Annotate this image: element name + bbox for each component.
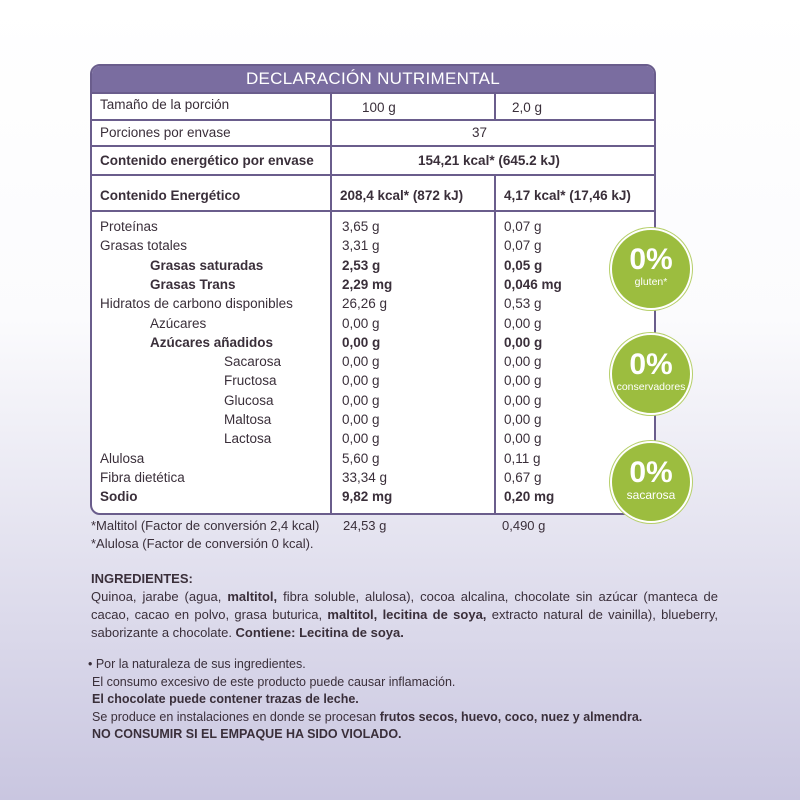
ingredient-bold: maltitol, lecitina de soya, — [327, 607, 487, 622]
divider — [494, 92, 496, 119]
nutrient-label: Azúcares añadidos — [150, 334, 274, 350]
divider — [494, 174, 496, 515]
divider — [330, 174, 332, 515]
nutrient-label: Maltosa — [224, 412, 272, 427]
nutrient-label: Fructosa — [224, 373, 277, 389]
nutrient-value-serving: 0,00 g — [504, 315, 542, 331]
badge-percent: 0% — [629, 456, 673, 489]
nutrient-value-serving: 0,07 g — [504, 219, 542, 234]
nutrient-value-serving: 0,00 g — [504, 412, 542, 427]
divider — [330, 92, 332, 119]
badge-sacarosa — [610, 441, 692, 523]
energy-label: Contenido Energético — [100, 188, 241, 203]
nutrient-label: Hidratos de carbono disponibles — [100, 296, 293, 312]
nutrient-value-100g: 5,60 g — [342, 450, 380, 466]
nutrient-value-serving: 0,00 g — [504, 354, 542, 370]
portion-label: Tamaño de la porción — [100, 97, 230, 112]
energy-package-value: 154,21 kcal* (645.2 kJ) — [418, 153, 560, 168]
nutrient-value-100g: 26,26 g — [342, 296, 388, 312]
nutrient-label: Grasas saturadas — [150, 257, 264, 273]
ingredients-heading: INGREDIENTES: — [91, 571, 193, 586]
nutrient-value-100g: 3,31 g — [342, 238, 380, 254]
nutrient-value-serving: 0,05 g — [504, 257, 543, 273]
note-text: Se produce en instalaciones en donde se procesan — [92, 709, 380, 724]
divider — [330, 119, 332, 174]
note-line: El consumo excesivo de este producto puede causar inflamación. — [92, 674, 456, 689]
portion-100g: 100 g — [362, 100, 396, 115]
divider — [92, 119, 654, 121]
nutrient-value-serving: 0,20 mg — [504, 489, 555, 505]
nutrient-value-100g: 0,00 g — [342, 392, 380, 408]
energy-serving: 4,17 kcal* (17,46 kJ) — [504, 188, 631, 203]
note-line: NO CONSUMIR SI EL EMPAQUE HA SIDO VIOLADO. — [92, 727, 402, 741]
servings-value: 37 — [472, 125, 488, 140]
nutrient-value-serving: 0,00 g — [504, 373, 542, 389]
note-line — [88, 709, 642, 727]
note-text-bold: frutos secos, huevo, coco, nuez y almendra. — [379, 709, 643, 724]
warnings — [88, 656, 642, 744]
nutrient-label: Proteínas — [100, 219, 158, 234]
ingredients-text — [91, 588, 718, 642]
ingredient-bold: Contiene: Lecitina de soya. — [235, 625, 404, 640]
servings-label: Porciones por envase — [100, 125, 231, 140]
badge-percent: 0% — [629, 348, 673, 381]
divider — [92, 210, 654, 212]
nutrient-label: Lactosa — [224, 431, 272, 447]
table-title: DECLARACIÓN NUTRIMENTAL — [92, 66, 654, 92]
nutrient-label: Grasas Trans — [150, 276, 236, 292]
nutrient-value-100g: 0,00 g — [342, 373, 380, 389]
ingredient-text: extracto natural de vainilla), blueberry, saborizante a chocolate. — [91, 607, 718, 640]
nutrient-label: Alulosa — [100, 450, 145, 466]
badge-label: sacarosa — [626, 488, 676, 502]
divider — [92, 145, 654, 147]
footnote-maltitol-serving: 0,490 g — [502, 518, 546, 533]
nutrient-value-serving: 0,07 g — [504, 238, 542, 254]
nutrient-label: Sacarosa — [224, 354, 282, 370]
note-line: • Por la naturaleza de sus ingredientes. — [88, 657, 306, 671]
note-line: El chocolate puede contener trazas de leche. — [92, 692, 359, 706]
nutrient-label: Sodio — [100, 489, 138, 505]
nutrient-value-100g: 2,53 g — [342, 257, 381, 273]
portion-serving: 2,0 g — [512, 100, 543, 115]
nutrient-value-serving: 0,67 g — [504, 469, 542, 485]
nutrition-table — [90, 64, 656, 515]
nutrient-value-serving: 0,00 g — [504, 392, 542, 408]
badge-conservadores — [610, 333, 692, 415]
energy-100g: 208,4 kcal* (872 kJ) — [340, 188, 464, 203]
badge-label: conservadores — [616, 381, 686, 393]
divider — [92, 174, 654, 176]
ingredient-text: fibra soluble, alulosa), cocoa alcalina, chocolate sin azúcar (manteca de cacao, cacao en polvo, grasa buturica, — [91, 589, 718, 622]
nutrient-value-serving: 0,046 mg — [504, 276, 562, 292]
nutrient-value-serving: 0,53 g — [504, 296, 542, 312]
nutrient-value-100g: 0,00 g — [342, 354, 380, 370]
divider — [92, 92, 654, 94]
nutrient-value-100g: 0,00 g — [342, 431, 380, 447]
nutrient-label: Grasas totales — [100, 238, 188, 254]
nutrient-label: Fibra dietética — [100, 469, 185, 485]
ingredient-bold: maltitol, — [227, 589, 278, 604]
badge-percent: 0% — [629, 243, 673, 276]
ingredient-text: Quinoa, jarabe (agua, — [91, 589, 228, 604]
footnote-alulosa: *Alulosa (Factor de conversión 0 kcal). — [91, 536, 314, 551]
badge-label: gluten* — [634, 276, 668, 288]
nutrient-value-serving: 0,11 g — [504, 450, 541, 466]
badge-gluten — [610, 228, 692, 310]
footnote-maltitol-100g: 24,53 g — [343, 518, 387, 533]
footnote-maltitol: *Maltitol (Factor de conversión 2,4 kcal) — [91, 518, 320, 533]
nutrient-label: Azúcares — [150, 315, 207, 331]
nutrient-value-serving: 0,00 g — [504, 431, 542, 447]
energy-package-label: Contenido energético por envase — [100, 153, 314, 168]
nutrient-value-100g: 9,82 mg — [342, 489, 393, 505]
nutrient-value-100g: 0,00 g — [342, 315, 380, 331]
nutrient-value-100g: 2,29 mg — [342, 276, 393, 292]
nutrient-value-serving: 0,00 g — [504, 334, 543, 350]
nutrient-label: Glucosa — [224, 392, 274, 408]
nutrient-value-100g: 33,34 g — [342, 469, 388, 485]
nutrient-value-100g: 3,65 g — [342, 219, 380, 234]
nutrient-value-100g: 0,00 g — [342, 412, 380, 427]
nutrient-value-100g: 0,00 g — [342, 334, 381, 350]
